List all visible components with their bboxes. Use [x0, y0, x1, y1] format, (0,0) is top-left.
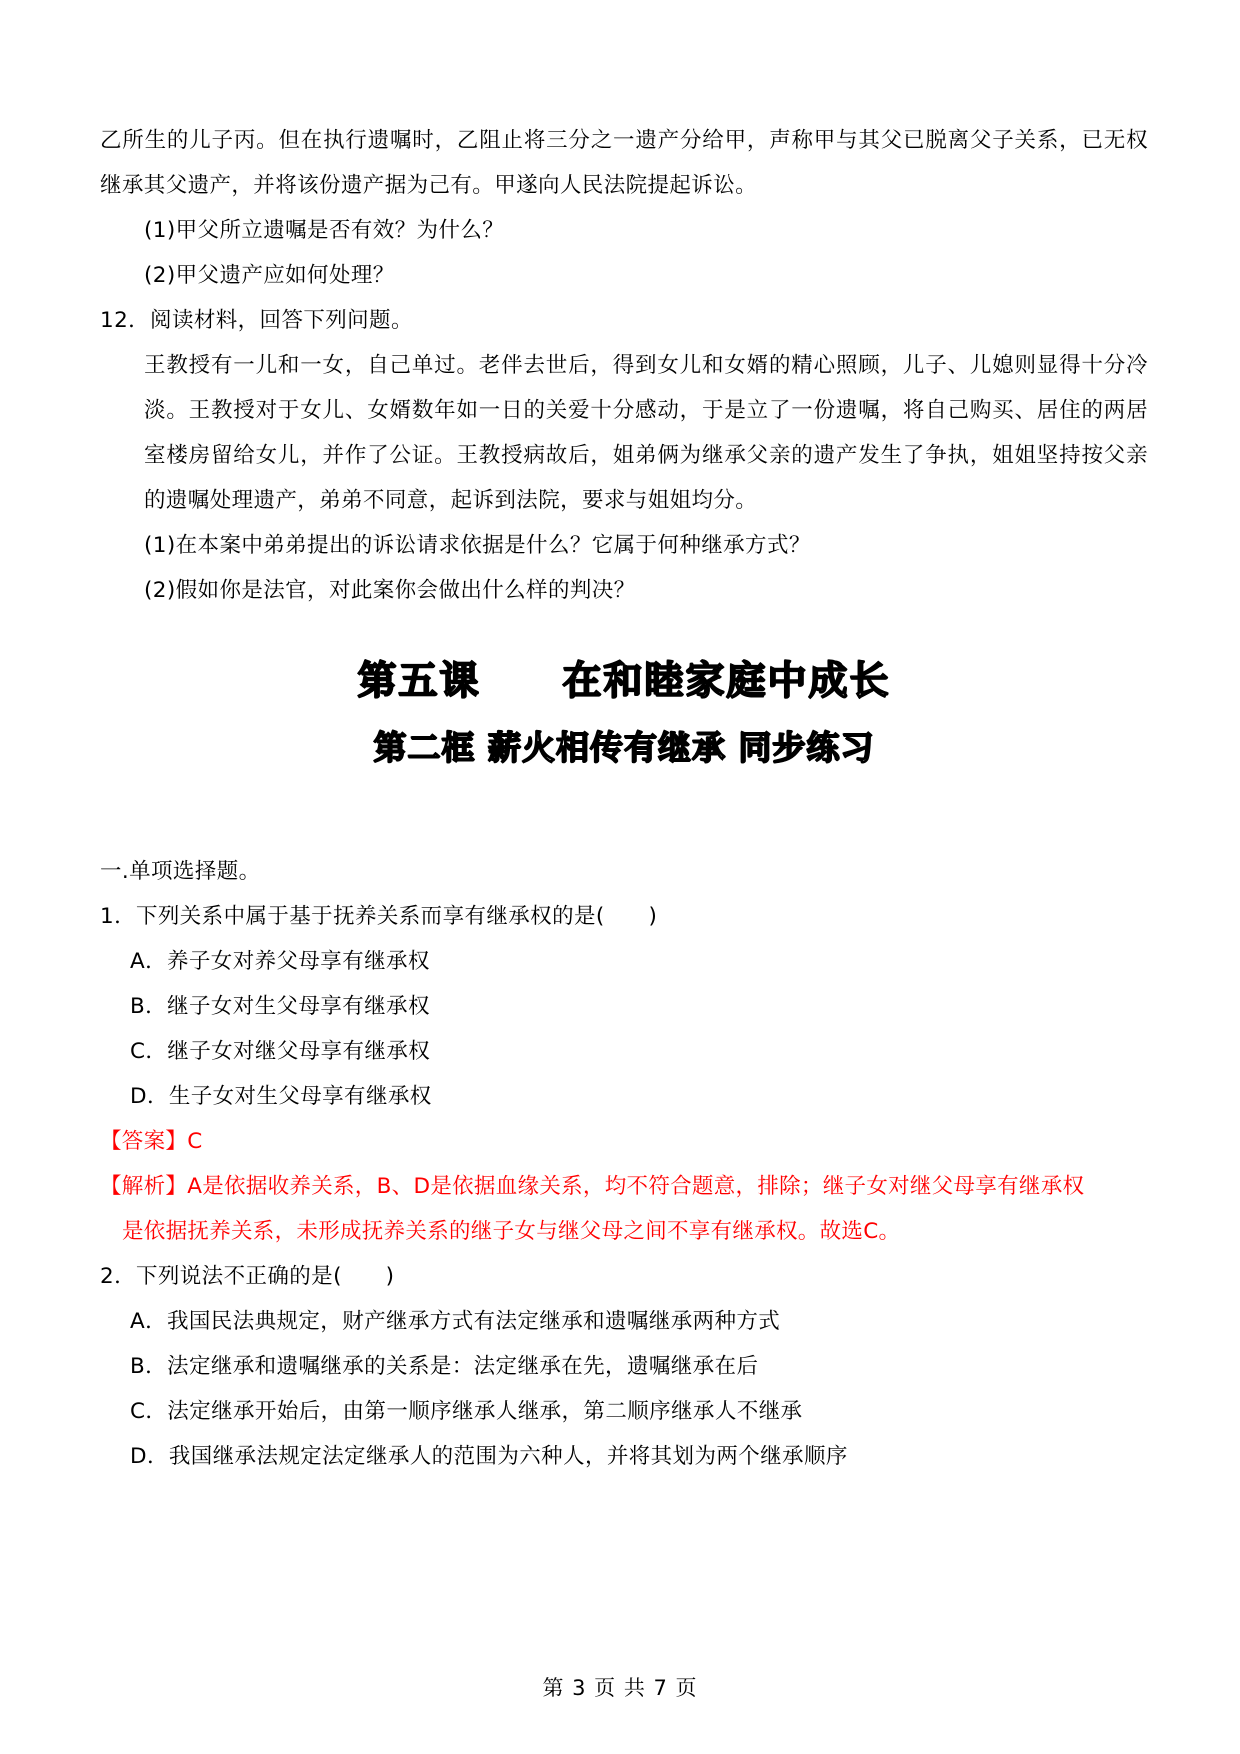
question-2-option-d[interactable]: D．我国继承法规定法定继承人的范围为六种人，并将其划为两个继承顺序: [130, 1444, 848, 1469]
question-1-analysis-line-2: 是依据抚养关系，未形成抚养关系的继子女与继父母之间不享有继承权。故选C。: [122, 1219, 901, 1244]
lesson-title: 第五课 在和睦家庭中成长: [357, 659, 891, 704]
question-2-option-c[interactable]: C．法定继承开始后，由第一顺序继承人继承，第二顺序继承人不继承: [130, 1399, 803, 1424]
question-1-analysis-line-1: 【解析】A是依据收养关系，B、D是依据血缘关系，均不符合题意，排除；继子女对继父母享有继承权: [100, 1174, 1085, 1199]
page-footer: [0, 1672, 1240, 1702]
question-12-sub-1: (1)在本案中弟弟提出的诉讼请求依据是什么？它属于何种继承方式？: [144, 533, 811, 558]
question-12-sub-2: (2)假如你是法官，对此案你会做出什么样的判决？: [144, 578, 636, 603]
case11-sub-question-1: (1)甲父所立遗嘱是否有效？为什么？: [144, 218, 505, 243]
question-12-stem: 12．阅读材料，回答下列问题。: [100, 308, 413, 333]
case11-sub-question-2: (2)甲父遗产应如何处理？: [144, 263, 395, 288]
question-12-material: 王教授有一儿和一女，自己单过。老伴去世后，得到女儿和女婿的精心照顾，儿子、儿媳则显得十分冷淡。王教授对于女儿、女婿数年如一日的关爱十分感动，于是立了一份遗嘱，将自己购买、居住的两居室楼房留给女儿，并作了公证。王教授病故后，姐弟俩为继承父亲的遗产发生了争执，姐姐坚持按父亲的遗嘱处理遗产，弟弟不同意，起诉到法院，要求与姐姐均分。: [144, 353, 1148, 513]
question-2-option-a[interactable]: A．我国民法典规定，财产继承方式有法定继承和遗嘱继承两种方式: [130, 1309, 781, 1334]
question-1-option-b[interactable]: B．继子女对生父母享有继承权: [130, 994, 430, 1019]
question-1-option-c[interactable]: C．继子女对继父母享有继承权: [130, 1039, 431, 1064]
page-indicator: 第 3 页 共 7 页: [542, 1676, 698, 1700]
section-heading-multiple-choice: 一.单项选择题。: [100, 859, 261, 884]
question-1-answer: 【答案】C: [100, 1129, 203, 1154]
title-spacer: [100, 777, 1148, 849]
question-1-option-d[interactable]: D．生子女对生父母享有继承权: [130, 1084, 432, 1109]
question-2-option-b[interactable]: B．法定继承和遗嘱继承的关系是：法定继承在先，遗嘱继承在后: [130, 1354, 759, 1379]
question-1-stem: 1．下列关系中属于基于抚养关系而享有继承权的是( ): [100, 904, 658, 929]
case-paragraph-continued: 乙所生的儿子丙。但在执行遗嘱时，乙阻止将三分之一遗产分给甲，声称甲与其父已脱离父子关系，已无权继承其父遗产，并将该份遗产据为己有。甲遂向人民法院提起诉讼。: [100, 128, 1148, 198]
question-1-option-a[interactable]: A．养子女对养父母享有继承权: [130, 949, 430, 974]
frame-title: 第二框 薪火相传有继承 同步练习: [373, 728, 875, 767]
question-2-stem: 2．下列说法不正确的是( ): [100, 1264, 395, 1289]
